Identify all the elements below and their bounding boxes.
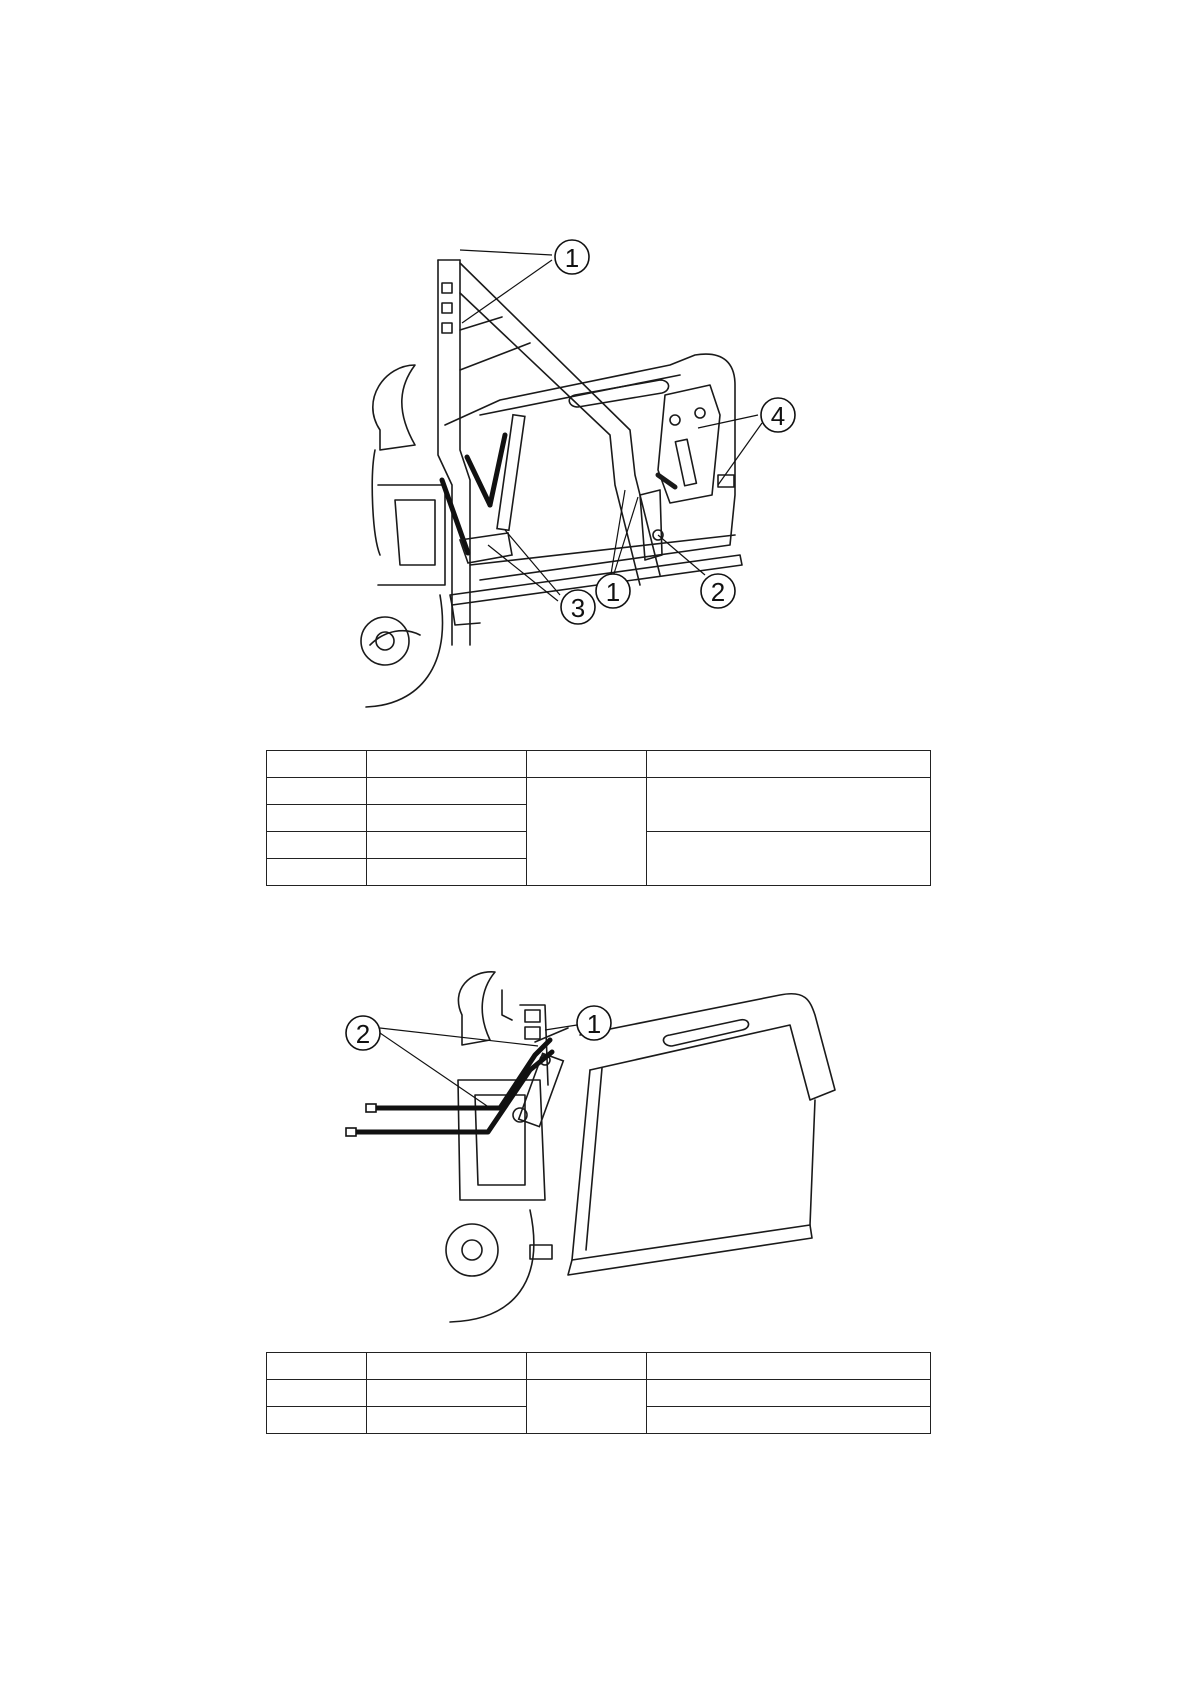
callout-number: 1 bbox=[605, 577, 621, 607]
table-cell bbox=[267, 751, 367, 778]
table-cell bbox=[367, 1380, 527, 1407]
table-cell bbox=[647, 778, 931, 832]
table-row bbox=[267, 778, 931, 805]
callout-number: 1 bbox=[586, 1009, 602, 1039]
callout-number: 2 bbox=[710, 577, 726, 607]
callout-number: 4 bbox=[770, 401, 786, 431]
table-cell bbox=[647, 751, 931, 778]
assembly-figure-1 bbox=[340, 235, 900, 715]
table-cell bbox=[267, 1353, 367, 1380]
table-cell bbox=[647, 1353, 931, 1380]
callout-number: 1 bbox=[564, 243, 580, 273]
table-cell bbox=[267, 859, 367, 886]
table-cell bbox=[367, 832, 527, 859]
table-cell bbox=[367, 805, 527, 832]
table-cell bbox=[527, 1380, 647, 1434]
table-row bbox=[267, 1380, 931, 1407]
table-cell bbox=[267, 1407, 367, 1434]
table-cell bbox=[647, 1380, 931, 1407]
spec-table-1 bbox=[266, 750, 931, 886]
assembly-figure-2 bbox=[340, 960, 900, 1335]
table-cell bbox=[647, 1407, 931, 1434]
table-cell bbox=[267, 1380, 367, 1407]
table-cell bbox=[267, 778, 367, 805]
table-cell bbox=[527, 751, 647, 778]
table-cell bbox=[367, 778, 527, 805]
callout-number: 2 bbox=[355, 1019, 371, 1049]
spec-table-2 bbox=[266, 1352, 931, 1434]
callout-number: 3 bbox=[570, 593, 586, 623]
table-cell bbox=[267, 832, 367, 859]
table-cell bbox=[367, 1407, 527, 1434]
table-cell bbox=[367, 859, 527, 886]
table-cell bbox=[367, 1353, 527, 1380]
table-row bbox=[267, 1353, 931, 1380]
table-cell bbox=[527, 778, 647, 886]
table-cell bbox=[367, 751, 527, 778]
table-row bbox=[267, 751, 931, 778]
table-cell bbox=[527, 1353, 647, 1380]
table-cell bbox=[267, 805, 367, 832]
table-cell bbox=[647, 832, 931, 886]
